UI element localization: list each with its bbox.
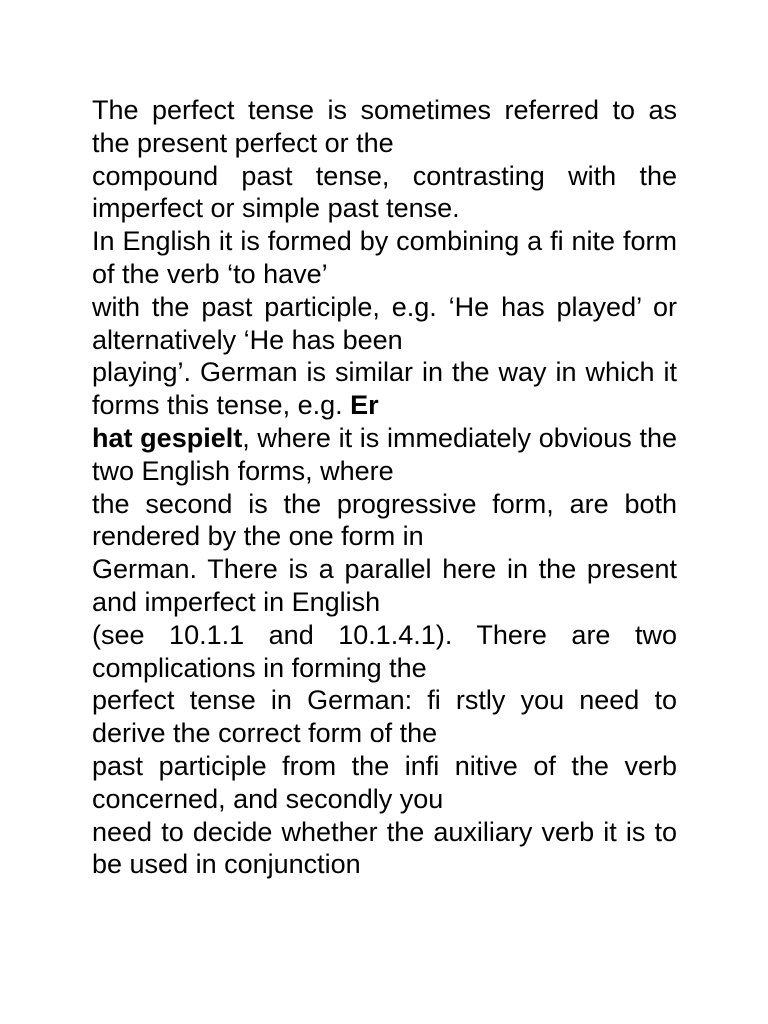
paragraph bbox=[92, 422, 677, 488]
paragraph: past participle from the infi nitive of the verb concerned, and secondly you bbox=[92, 750, 677, 814]
paragraph-text: playing’. German is similar in the way in which it forms this tense, e.g. bbox=[92, 357, 677, 421]
paragraph: with the past participle, e.g. ‘He has played’ or alternatively ‘He has been bbox=[92, 291, 677, 355]
paragraph: German. There is a parallel here in the present and imperfect in English bbox=[92, 554, 677, 617]
body-text bbox=[92, 94, 677, 881]
bold-term: Er bbox=[350, 390, 379, 421]
paragraph: The perfect tense is sometimes referred to as the present perfect or the bbox=[92, 95, 677, 158]
bold-term: hat gespielt bbox=[92, 422, 243, 453]
paragraph: the second is the progressive form, are both rendered by the one form in bbox=[92, 488, 677, 552]
paragraph bbox=[92, 356, 677, 422]
paragraph: compound past tense, contrasting with the imperfect or simple past tense. bbox=[92, 160, 677, 224]
paragraph-text: , where it is immediately obvious the two English forms, where bbox=[92, 422, 678, 486]
paragraph: perfect tense in German: fi rstly you need to derive the correct form of the bbox=[92, 685, 677, 749]
paragraph: (see 10.1.1 and 10.1.4.1). There are two complications in forming the bbox=[92, 619, 677, 683]
paragraph: In English it is formed by combining a fi nite form of the verb ‘to have’ bbox=[92, 226, 677, 289]
paragraph: need to decide whether the auxiliary verb it is to be used in conjunction bbox=[92, 816, 677, 880]
